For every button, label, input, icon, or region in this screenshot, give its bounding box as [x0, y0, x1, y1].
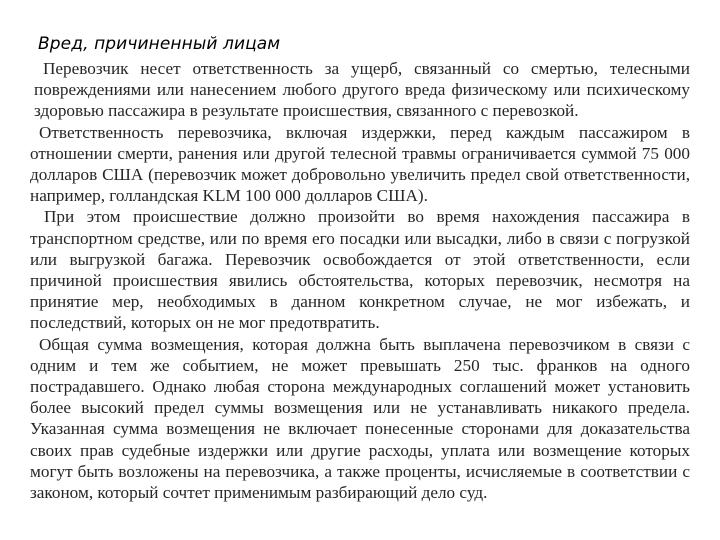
- paragraph-incident-conditions: При этом происшествие должно произойти во время нахождения пассажира в транспортном средстве, или по время его посадки или высадки, либо в связи с погрузкой или выгрузкой багажа. Перевозчик освобождается от этой ответственности, если причиной происшествия явились обстоятельства, которых перевозчик, несмотря на принятие мер, необходимых в данном конкретном случае, не мог избежать, и последствий, которых он не мог предотвратить.: [30, 207, 690, 333]
- paragraph-liability-scope: Перевозчик несет ответственность за ущерб, связанный со смертью, телесными повреждениями или нанесением любого другого вреда физическому или психическому здоровью пассажира в результате происшествия, связанного с перевозкой.: [34, 59, 690, 121]
- paragraph-liability-limit: Ответственность перевозчика, включая издержки, перед каждым пассажиром в отношении смерти, ранения или другой телесной травмы ограничивается суммой 75 000 долларов США (перевозчик может добровольно увеличить предел свой ответственности, например, голландская KLM 100 000 долларов США).: [30, 122, 690, 206]
- slide-title: Вред, причиненный лицам: [38, 34, 281, 54]
- scanned-text-block: [30, 58, 690, 503]
- paragraph-total-compensation: Общая сумма возмещения, которая должна быть выплачена перевозчиком в связи с одним и тем же событием, не может превышать 250 тыс. франков на одного пострадавшего. Однако любая сторона международных соглашений может установить более высокий предел суммы возмещения или не устанавливать никакого предела. Указанная сумма возмещения не включает понесенные сторонами для доказательства своих прав судебные издержки или другие расходы, уплата или возмещение которых могут быть возложены на перевозчика, а также проценты, исчисляемые в соответствии с законом, который сочтет применимым разбирающий дело суд.: [30, 334, 690, 503]
